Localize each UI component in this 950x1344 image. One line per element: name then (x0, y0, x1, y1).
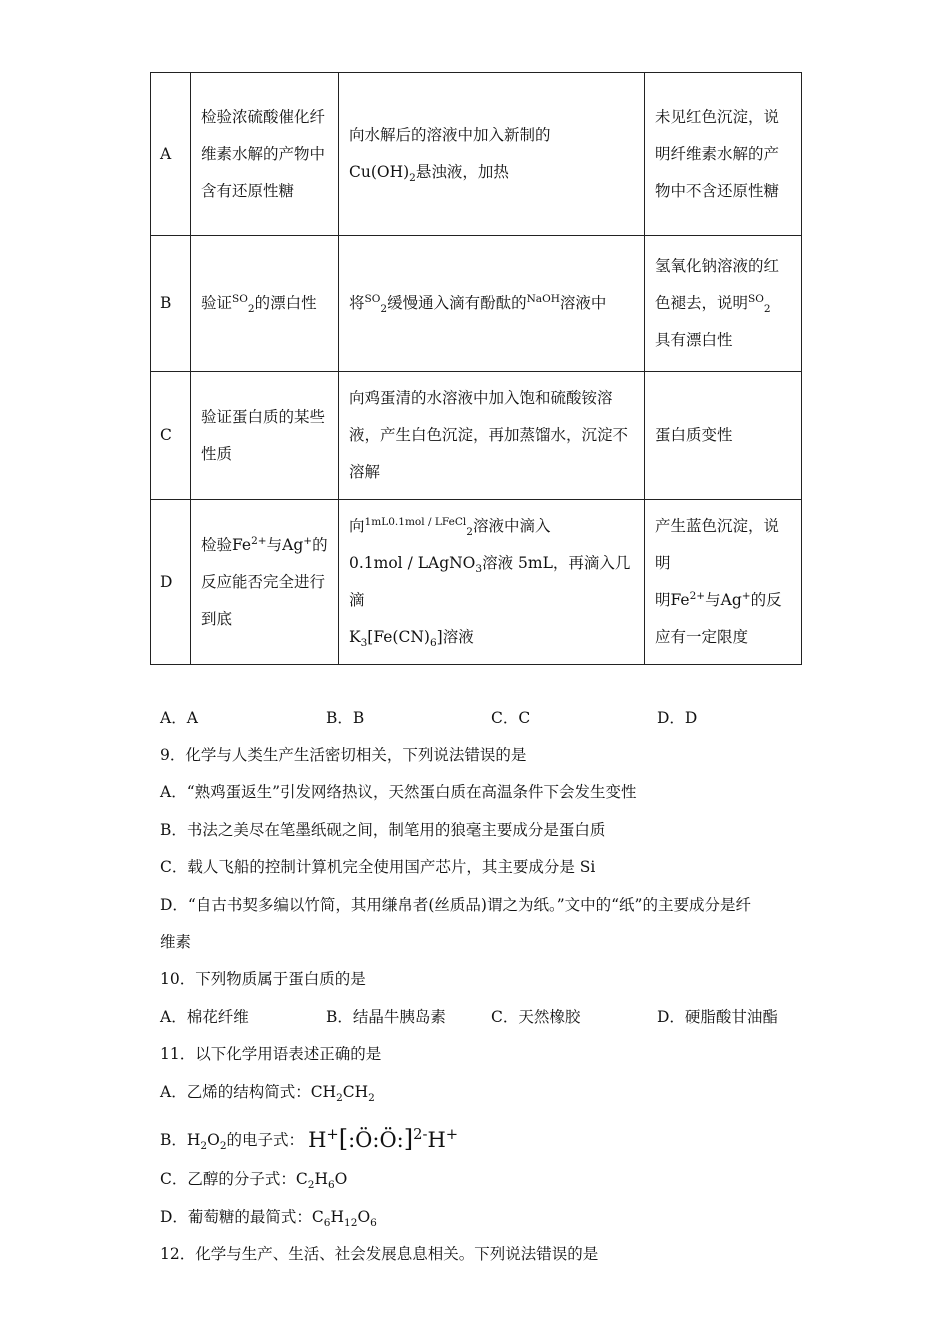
q8-option-b[interactable]: B．B (326, 709, 365, 727)
q9-option-d-cont[interactable]: 维素 (160, 933, 192, 951)
row-label: A (151, 73, 191, 236)
table-row (151, 236, 802, 372)
experiment-goal: 检验浓硫酸催化纤维素水解的产物中含有还原性糖 (191, 73, 339, 236)
q11-option-b[interactable]: B．$H_2O_2$的电子式： H+[:Ö:Ö:]$^{2-}$H+ (160, 1125, 459, 1153)
experiment-table (150, 72, 802, 665)
experiment-result: 蛋白质变性 (645, 372, 802, 500)
q9-option-d[interactable]: D．“自古书契多编以竹简，其用缣帛者(丝质品)谓之为纸。”文中的“纸”的主要成分是纤 (160, 896, 751, 914)
experiment-result: 产生蓝色沉淀，说明 明$Fe^{2+}$与Ag+的反应有一定限度 (645, 500, 802, 665)
row-label: B (151, 236, 191, 372)
table-row (151, 500, 802, 665)
q12-stem: 12．化学与生产、生活、社会发展息息相关。下列说法错误的是 (160, 1245, 599, 1263)
experiment-operation: 将$^{SO}_2$缓慢通入滴有酚酞的$^{NaOH}$溶液中 (339, 236, 645, 372)
q11-option-d[interactable]: D．葡萄糖的最简式：$C_6H_{12}O_6$ (160, 1208, 377, 1230)
q10-stem: 10．下列物质属于蛋白质的是 (160, 970, 366, 988)
experiment-result: 未见红色沉淀，说明纤维素水解的产物中不含还原性糖 (645, 73, 802, 236)
experiment-operation: 向鸡蛋清的水溶液中加入饱和硫酸铵溶液，产生白色沉淀，再加蒸馏水，沉淀不溶解 (339, 372, 645, 500)
q10-option-b[interactable]: B．结晶牛胰岛素 (326, 1008, 446, 1026)
q11-option-c[interactable]: C．乙醇的分子式：$C_2H_6O$ (160, 1170, 348, 1192)
table-row (151, 372, 802, 500)
experiment-result: 氢氧化钠溶液的红色褪去，说明$^{SO}_2$ 具有漂白性 (645, 236, 802, 372)
q11-stem: 11．以下化学用语表述正确的是 (160, 1045, 382, 1063)
experiment-goal: 验证蛋白质的某些性质 (191, 372, 339, 500)
row-label: C (151, 372, 191, 500)
q10-option-c[interactable]: C．天然橡胶 (491, 1008, 581, 1026)
q10-option-a[interactable]: A．棉花纤维 (160, 1008, 249, 1026)
q8-option-a[interactable]: A．A (160, 709, 198, 727)
q9-option-a[interactable]: A．“熟鸡蛋返生”引发网络热议，天然蛋白质在高温条件下会发生变性 (160, 783, 637, 801)
q11-option-a[interactable]: A．乙烯的结构简式：$CH_2CH_2$ (160, 1083, 375, 1105)
q9-option-b[interactable]: B．书法之美尽在笔墨纸砚之间，制笔用的狼毫主要成分是蛋白质 (160, 821, 606, 839)
experiment-goal: 检验$Fe^{2+}$与Ag+的反应能否完全进行到底 (191, 500, 339, 665)
q9-option-c[interactable]: C．载人飞船的控制计算机完全使用国产芯片，其主要成分是 Si (160, 858, 596, 876)
q8-option-d[interactable]: D．D (657, 709, 698, 727)
q9-stem: 9．化学与人类生产生活密切相关，下列说法错误的是 (160, 746, 527, 764)
q8-option-c[interactable]: C．C (491, 709, 531, 727)
experiment-operation: 向$^{1mL0.1mol / LFeCl}_2$溶液中滴入 0.1mol / LAgNO$_3$溶液 5mL，再滴入几滴 $K_3[Fe(CN)_6]$溶液 (339, 500, 645, 665)
experiment-goal: 验证$^{SO}_2$的漂白性 (191, 236, 339, 372)
experiment-operation: 向水解后的溶液中加入新制的 $Cu(OH)_2$悬浊液，加热 (339, 73, 645, 236)
h2o2-electron-formula: H+[:Ö:Ö:]$^{2-}$H+ (308, 1125, 459, 1153)
q10-option-d[interactable]: D．硬脂酸甘油酯 (657, 1008, 778, 1026)
row-label: D (151, 500, 191, 665)
table-row (151, 73, 802, 236)
